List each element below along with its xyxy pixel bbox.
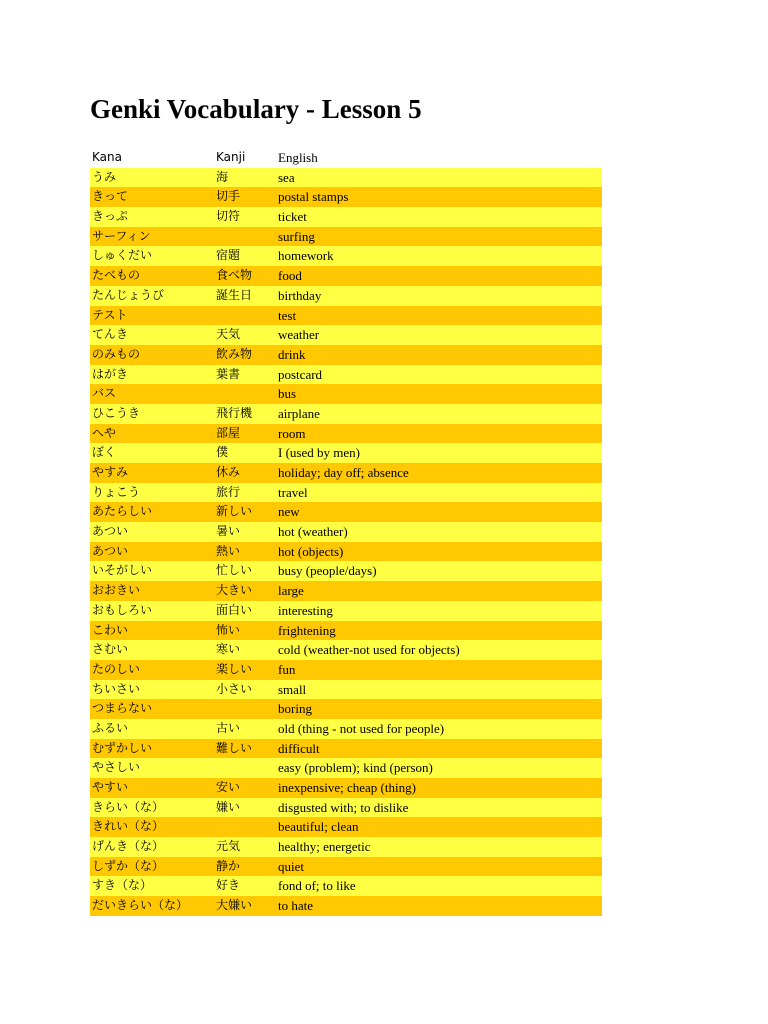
cell-english: birthday <box>278 287 322 303</box>
cell-kana: ぼく <box>92 445 117 460</box>
column-header-kanji: Kanji <box>216 150 246 164</box>
cell-kanji: 部屋 <box>216 425 241 440</box>
table-row <box>90 306 602 326</box>
cell-english: holiday; day off; absence <box>278 465 409 480</box>
cell-kanji: 飲み物 <box>216 346 253 361</box>
cell-kana: いそがしい <box>92 563 153 578</box>
cell-kana: りょこう <box>92 484 141 499</box>
table-row <box>90 246 602 266</box>
table-row <box>90 719 602 739</box>
table-row <box>90 522 602 542</box>
table-body <box>90 168 602 916</box>
table-row <box>90 443 602 463</box>
cell-kanji: 休み <box>216 465 241 479</box>
table-row <box>90 837 602 857</box>
cell-kanji: 寒い <box>216 642 241 657</box>
cell-english: test <box>278 307 297 323</box>
table-row <box>90 325 602 345</box>
table-row <box>90 542 602 562</box>
cell-kanji: 天気 <box>216 327 241 342</box>
cell-kana: すき（な） <box>92 878 153 893</box>
cell-english: difficult <box>278 740 320 756</box>
cell-kana: のみもの <box>92 346 141 361</box>
cell-kana: きらい（な） <box>92 799 165 814</box>
cell-kana: ひこうき <box>92 405 141 420</box>
cell-kanji: 難しい <box>216 740 253 755</box>
table-row <box>90 798 602 818</box>
table-row <box>90 876 602 896</box>
cell-kana: こわい <box>92 622 129 637</box>
cell-english: bus <box>278 386 297 402</box>
cell-english: beautiful; clean <box>278 819 359 835</box>
cell-kanji: 旅行 <box>216 484 241 499</box>
table-row <box>90 502 602 522</box>
cell-kanji <box>216 758 278 778</box>
table-row <box>90 817 602 837</box>
cell-kanji: 切符 <box>216 209 241 224</box>
cell-kanji: 食べ物 <box>216 268 253 283</box>
cell-english: boring <box>278 701 312 717</box>
cell-english: postal stamps <box>278 189 349 205</box>
table-row <box>90 463 602 483</box>
table-row <box>90 699 602 719</box>
table-row <box>90 758 602 778</box>
cell-kanji: 切手 <box>216 189 241 204</box>
table-row <box>90 365 602 385</box>
cell-kana: へや <box>92 425 117 440</box>
cell-kanji <box>216 817 278 837</box>
cell-kana: げんき（な） <box>92 839 165 854</box>
cell-english: easy (problem); kind (person) <box>278 760 433 776</box>
table-row <box>90 896 602 916</box>
cell-english: frightening <box>278 622 336 638</box>
cell-kana: たべもの <box>92 268 141 283</box>
cell-english: hot (weather) <box>278 524 348 540</box>
cell-english: small <box>278 681 307 697</box>
cell-kanji: 静か <box>216 858 241 873</box>
vocabulary-table <box>90 148 602 916</box>
table-row <box>90 581 602 601</box>
cell-english: drink <box>278 346 306 362</box>
table-header-row <box>90 148 602 168</box>
cell-english: food <box>278 268 302 284</box>
cell-english: airplane <box>278 405 320 421</box>
cell-kana: あつい <box>92 543 129 558</box>
cell-kana: テスト <box>92 307 128 322</box>
cell-kanji <box>216 227 278 247</box>
cell-kanji: 大きい <box>216 583 253 598</box>
table-row <box>90 404 602 424</box>
cell-kanji: 安い <box>216 780 241 794</box>
table-row <box>90 168 602 188</box>
cell-kana: むずかしい <box>92 740 153 755</box>
cell-english: old (thing - not used for people) <box>278 720 445 736</box>
table-row <box>90 561 602 581</box>
cell-kana: はがき <box>92 366 129 381</box>
table-row <box>90 621 602 641</box>
cell-kanji: 暑い <box>216 524 241 539</box>
cell-kanji: 面白い <box>216 602 253 617</box>
cell-english: weather <box>278 327 320 343</box>
cell-english: I (used by men) <box>278 445 360 461</box>
cell-kana: つまらない <box>92 701 153 716</box>
cell-kana: あつい <box>92 524 129 539</box>
cell-kanji: 大嫌い <box>216 898 253 913</box>
cell-kana: やすい <box>92 780 129 794</box>
cell-kanji <box>216 699 278 719</box>
cell-kana: あたらしい <box>92 504 153 519</box>
cell-kana: だいきらい（な） <box>92 898 189 913</box>
cell-kanji <box>216 384 278 404</box>
cell-kanji: 好き <box>216 878 241 893</box>
cell-english: disgusted with; to dislike <box>278 799 409 815</box>
cell-english: fond of; to like <box>278 878 356 894</box>
cell-kana: たのしい <box>92 661 141 676</box>
cell-kana: てんき <box>92 327 129 342</box>
table-row <box>90 640 602 660</box>
cell-kana: ふるい <box>92 720 129 735</box>
cell-kanji: 宿題 <box>216 248 241 263</box>
cell-english: surfing <box>278 228 315 244</box>
table-row <box>90 857 602 877</box>
table-row <box>90 286 602 306</box>
cell-kanji: 嫌い <box>216 799 241 814</box>
cell-english: quiet <box>278 858 304 874</box>
cell-kana: うみ <box>92 169 117 184</box>
cell-kana: しゅくだい <box>92 248 153 263</box>
cell-kana: きっぷ <box>92 209 129 224</box>
cell-english: sea <box>278 169 295 185</box>
column-header-english: English <box>278 150 318 165</box>
table-row <box>90 345 602 365</box>
cell-english: ticket <box>278 209 307 225</box>
cell-kanji: 小さい <box>216 681 253 696</box>
table-row <box>90 187 602 207</box>
cell-english: cold (weather-not used for objects) <box>278 642 460 658</box>
cell-english: room <box>278 425 306 441</box>
cell-kana: きって <box>92 189 129 204</box>
cell-kanji: 古い <box>216 720 241 735</box>
cell-kana: おもしろい <box>92 602 153 617</box>
column-header-kana: Kana <box>92 150 122 164</box>
cell-kana: ちいさい <box>92 681 141 696</box>
cell-english: to hate <box>278 898 314 914</box>
cell-kana: しずか（な） <box>92 858 165 873</box>
table-row <box>90 739 602 759</box>
cell-kana: さむい <box>92 642 129 657</box>
cell-english: busy (people/days) <box>278 563 377 579</box>
table-row <box>90 207 602 227</box>
cell-kana: やさしい <box>92 760 141 775</box>
cell-english: new <box>278 504 300 520</box>
cell-kanji: 熱い <box>216 543 241 558</box>
cell-english: healthy; energetic <box>278 839 371 855</box>
cell-english: homework <box>278 248 334 264</box>
cell-kana: サーフィン <box>92 228 151 243</box>
cell-kanji: 葉書 <box>216 366 241 381</box>
cell-kanji: 飛行機 <box>216 405 253 420</box>
cell-english: interesting <box>278 602 333 618</box>
table-row <box>90 227 602 247</box>
cell-kana: バス <box>92 386 117 401</box>
cell-kana: やすみ <box>92 465 129 479</box>
cell-kanji: 忙しい <box>216 563 253 578</box>
table-row <box>90 680 602 700</box>
table-row <box>90 778 602 798</box>
cell-kanji: 海 <box>216 169 229 184</box>
cell-english: travel <box>278 484 308 500</box>
cell-english: large <box>278 583 304 599</box>
table-row <box>90 384 602 404</box>
cell-kana: たんじょうび <box>92 287 165 302</box>
table-row <box>90 660 602 680</box>
cell-kanji: 誕生日 <box>216 287 253 302</box>
cell-english: fun <box>278 661 296 677</box>
table-row <box>90 483 602 503</box>
cell-english: postcard <box>278 366 323 382</box>
table-row <box>90 266 602 286</box>
cell-kana: おおきい <box>92 583 141 598</box>
page-title: Genki Vocabulary - Lesson 5 <box>90 94 422 124</box>
cell-kanji: 元気 <box>216 839 241 854</box>
cell-kanji: 僕 <box>216 445 229 460</box>
cell-kanji: 怖い <box>216 622 241 637</box>
cell-kanji: 新しい <box>216 504 253 519</box>
table-row <box>90 601 602 621</box>
cell-english: hot (objects) <box>278 543 344 559</box>
table-row <box>90 424 602 444</box>
cell-kana: きれい（な） <box>92 819 165 834</box>
cell-english: inexpensive; cheap (thing) <box>278 780 416 795</box>
cell-kanji: 楽しい <box>216 661 253 676</box>
cell-kanji <box>216 306 278 326</box>
